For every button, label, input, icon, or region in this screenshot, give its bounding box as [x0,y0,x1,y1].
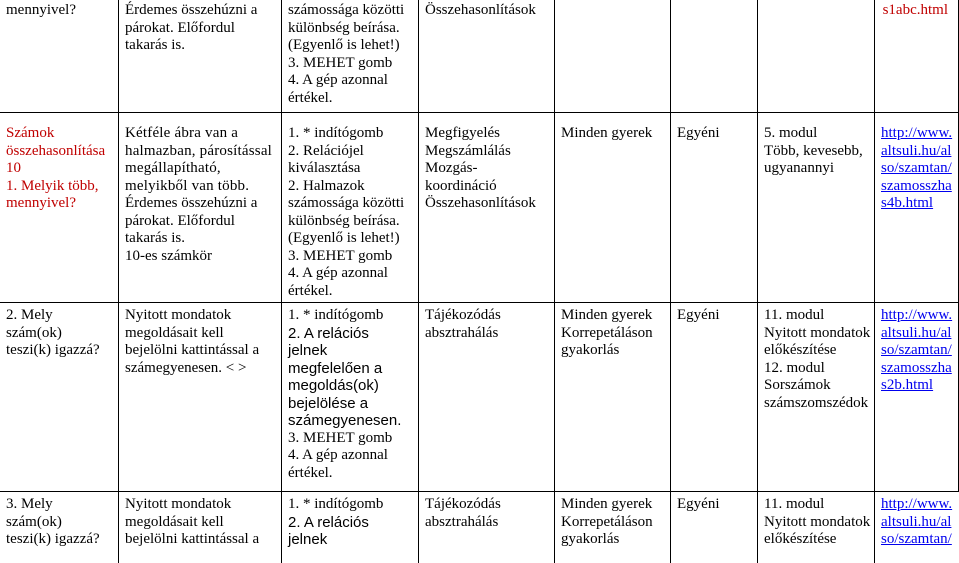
steps-line: kiválasztása [288,160,361,176]
skills-line: absztrahálás [425,324,499,341]
link-text[interactable]: altsuli.hu/al [881,513,952,530]
steps-line: 3. MEHET gomb [288,54,393,71]
description-line: megoldásait kell [125,324,224,341]
steps-line: 1. * indítógomb [288,125,384,141]
steps-line: 4. A gép azonnal [288,265,388,281]
cell-module [758,303,875,491]
method-line: gyakorlás [561,342,620,358]
description-line: melyikből van több. [125,177,250,194]
steps-line: számegyenesen. [288,412,402,429]
question-line: teszi(k) igazzá? [6,342,100,358]
description-line: bejelölni kattintással a [125,342,260,358]
link-text[interactable]: altsuli.hu/al [881,324,952,341]
cell-grouping [671,113,758,302]
skills-line: Tájékozódás [425,496,501,512]
link-text[interactable]: szamosszha [881,359,952,376]
steps-line: értékel. [288,464,333,481]
steps-line: (Egyenlő is lehet!) [288,37,400,53]
question-line: mennyivel? [6,195,76,211]
cell-skills [419,113,555,302]
steps-line: értékel. [288,89,333,106]
question-line: szám(ok) [6,513,62,530]
skills-line: absztrahálás [425,513,499,530]
cell-method [555,113,671,302]
link-text[interactable]: s1abc.html [882,2,948,18]
cell-question [0,303,119,491]
link-text[interactable]: so/szamtan/ [881,342,952,358]
description-line: megállapítható, [125,160,221,176]
method-line: gyakorlás [561,531,620,547]
description-line: 10-es számkör [125,247,213,264]
link-text[interactable]: so/szamtan/ [881,160,952,176]
steps-line: 3. MEHET gomb [288,247,393,264]
link-text[interactable]: http://www. [881,125,953,141]
question-line: 1. Melyik több, [6,177,99,194]
description-line: megoldásait kell [125,513,224,530]
method-line: Korrepetáláson [561,324,653,341]
module-line: 11. modul [764,307,825,323]
steps-line: 1. * indítógomb [288,496,384,512]
steps-line: különbség beírása. [288,212,400,229]
module-line: Nyitott mondatok [764,324,871,341]
grouping-line: Egyéni [677,125,720,141]
cell-description [119,492,282,563]
grouping-line: Egyéni [677,307,720,323]
steps-line: 2. Halmazok [288,177,365,194]
skills-line: Összehasonlítások [425,2,536,18]
module-line: Sorszámok [764,377,831,393]
steps-line: 4. A gép azonnal [288,72,388,88]
cell-module [758,113,875,302]
cell-link [875,492,959,563]
steps-line: megoldás(ok) [288,377,379,394]
steps-line: bejelölése a [288,394,369,412]
method-line: Minden gyerek [561,496,653,512]
cell-grouping [671,303,758,491]
cell-link [875,113,959,302]
steps-line: 2. Relációjel [288,142,364,159]
cell-question [0,0,119,112]
cell-question [0,492,119,563]
skills-line: koordináció [425,177,497,194]
cell-method [555,303,671,491]
cell-skills [419,303,555,491]
module-line: ugyanannyi [764,160,834,176]
description-line: Érdemes összehúzni a [125,2,258,18]
method-line: Minden gyerek [561,307,653,323]
skills-line: Megszámlálás [425,142,511,159]
steps-line: értékel. [288,282,333,299]
description-line: párokat. Előfordul [125,19,235,36]
question-line: Számok [6,125,55,141]
module-line: Nyitott mondatok [764,513,871,530]
steps-line: jelnek [288,342,328,359]
skills-line: Mozgás- [425,160,478,176]
description-line: Nyitott mondatok [125,307,232,323]
cell-question [0,113,119,302]
module-line: előkészítése [764,342,837,358]
description-line: Kétféle ábra van a [125,125,239,141]
cell-description [119,303,282,491]
grouping-line: Egyéni [677,496,720,512]
link-text[interactable]: s4b.html [881,195,934,211]
question-line: 2. Mely [6,307,53,323]
module-line: számszomszédok [764,394,869,411]
link-text[interactable]: so/szamtan/ [881,531,952,547]
description-line: bejelölni kattintással a [125,531,260,547]
cell-method [555,492,671,563]
cell-steps [282,492,419,563]
cell-steps [282,113,419,302]
module-line: 5. modul [764,125,818,141]
steps-line: különbség beírása. [288,19,400,36]
description-line: párokat. Előfordul [125,212,235,229]
skills-line: Megfigyelés [425,125,500,141]
description-line: Nyitott mondatok [125,496,232,512]
question-line: mennyivel? [6,2,76,18]
cell-link [875,303,959,491]
description-line: takarás is. [125,37,185,53]
steps-line: megfelelően a [288,359,383,377]
cell-module [758,492,875,563]
steps-line: 2. A relációs [288,324,369,342]
module-line: Több, kevesebb, [764,142,863,159]
link-text[interactable]: http://www. [881,496,953,512]
method-line: Minden gyerek [561,125,653,141]
steps-line: (Egyenlő is lehet!) [288,230,400,246]
steps-line: 2. A relációs [288,513,369,531]
cell-steps [282,0,419,112]
module-line: 12. modul [764,359,825,376]
steps-line: 3. MEHET gomb [288,429,393,446]
skills-line: Összehasonlítások [425,195,536,211]
cell-description [119,113,282,302]
description-line: számegyenesen. < > [125,359,247,376]
method-line: Korrepetáláson [561,513,653,530]
cell-grouping [671,492,758,563]
question-line: szám(ok) [6,324,62,341]
link-text[interactable]: http://www. [881,307,953,323]
cell-method [555,0,671,112]
steps-line: számossága közötti [288,195,405,211]
question-line: összehasonlítása [6,142,106,159]
steps-line: jelnek [288,531,328,548]
description-line: takarás is. [125,230,185,246]
cell-module [758,0,875,112]
question-line: teszi(k) igazzá? [6,531,100,547]
cell-skills [419,0,555,112]
steps-line: számossága közötti [288,2,405,18]
cell-description [119,0,282,112]
description-line: Érdemes összehúzni a [125,195,258,211]
question-line: 10 [6,160,21,176]
skills-line: Tájékozódás [425,307,501,323]
question-line: 3. Mely [6,496,53,512]
link-text[interactable]: s2b.html [881,377,934,393]
cell-skills [419,492,555,563]
module-line: 11. modul [764,496,825,512]
steps-line: 4. A gép azonnal [288,447,388,463]
module-line: előkészítése [764,531,837,547]
cell-grouping [671,0,758,112]
steps-line: 1. * indítógomb [288,307,384,323]
cell-steps [282,303,419,491]
description-line: halmazban, párosítással [125,142,273,159]
cell-link [875,0,959,112]
link-text[interactable]: szamosszha [881,177,952,194]
link-text[interactable]: altsuli.hu/al [881,142,952,159]
